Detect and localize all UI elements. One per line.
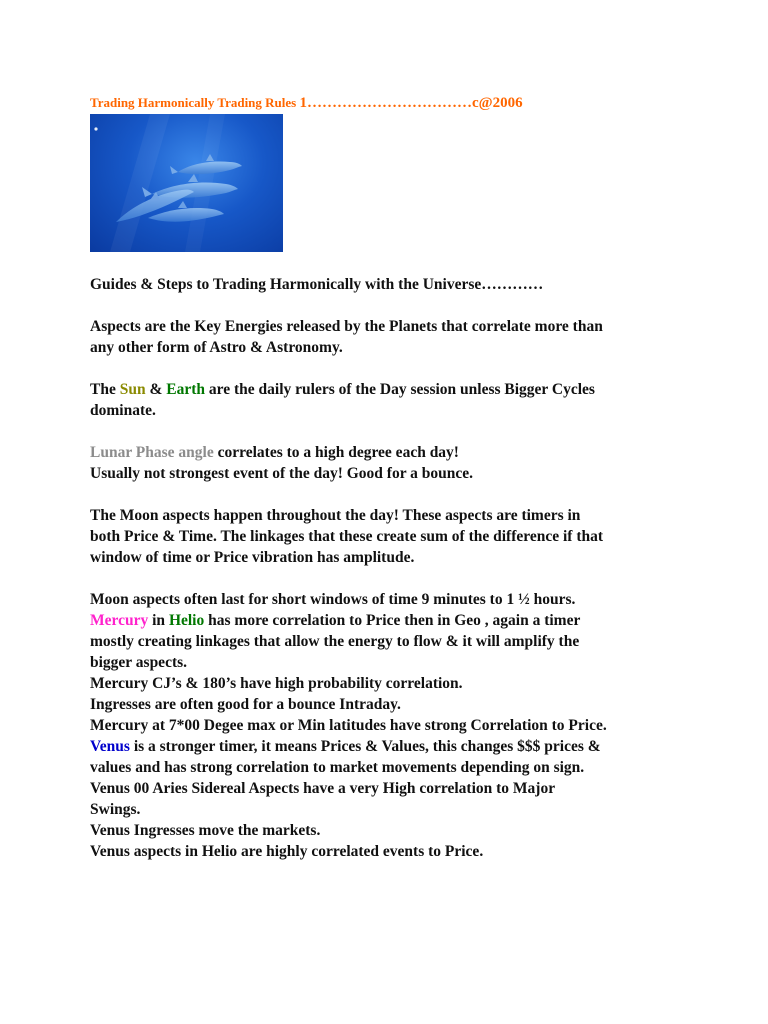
paragraph-guides [90,274,720,295]
text-fragment: The [90,381,120,398]
text-line: The Moon aspects happen throughout the day! These aspects are timers in [90,507,581,524]
text-line: dominate. [90,402,156,419]
sun-highlight: Sun [119,381,146,398]
text-line: Mercury CJ’s & 180’s have high probability correlation. [90,675,463,692]
paragraph-moon [90,505,720,568]
text-fragment: correlates to a high degree each day! [213,444,459,461]
text-line: Mercury at 7*00 Degee max or Min latitudes have strong Correlation to Price. [90,717,607,734]
venus-highlight: Venus [90,738,130,755]
paragraph-aspects [90,316,720,358]
text-line: Venus 00 Aries Sidereal Aspects have a very High correlation to Major [90,780,556,797]
paragraph-sun-earth [90,379,720,421]
text-line: window of time or Price vibration has amplitude. [90,549,415,566]
text-line: Ingresses are often good for a bounce Intraday. [90,696,401,713]
text-line: Venus aspects in Helio are highly correlated events to Price. [90,843,484,860]
text-line: any other form of Astro & Astronomy. [90,339,343,356]
text-line: Venus Ingresses move the markets. [90,822,321,839]
text-fragment: is a stronger timer, it means Prices & Values, this changes $$$ prices & [129,738,601,755]
text-line: Usually not strongest event of the day! Good for a bounce. [90,465,474,482]
text-fragment: in [148,612,169,629]
text-fragment: are the daily rulers of the Day session unless Bigger Cycles [205,381,595,398]
title-text: Trading Harmonically Trading Rules [90,95,300,110]
text-line: Guides & Steps to Trading Harmonically with the Universe………… [90,276,544,293]
document-body [90,274,720,862]
text-line: mostly creating linkages that allow the energy to flow & it will amplify the [90,633,580,650]
text-line: Aspects are the Key Energies released by the Planets that correlate more than [90,318,603,335]
text-line: values and has strong correlation to market movements depending on sign. [90,759,585,776]
mercury-highlight: Mercury [90,612,149,629]
text-line: both Price & Time. The linkages that these create sum of the difference if that [90,528,604,545]
text-line: bigger aspects. [90,654,188,671]
dolphins-illustration [90,114,283,252]
text-line [90,610,720,631]
title-suffix: 1……………………………c@2006 [299,95,523,111]
text-line [90,442,720,463]
helio-highlight: Helio [168,612,205,629]
paragraph-mercury-venus [90,589,720,862]
paragraph-lunar [90,442,720,484]
text-line: Moon aspects often last for short windows of time 9 minutes to 1 ½ hours. [90,591,576,608]
text-fragment: & [145,381,167,398]
dolphins-photo [90,114,283,252]
text-fragment: has more correlation to Price then in Geo , again a timer [204,612,581,629]
text-line [90,379,720,400]
lunar-phase-highlight: Lunar Phase angle [90,444,214,461]
document-title [90,92,720,114]
earth-highlight: Earth [166,381,206,398]
text-line: Swings. [90,801,141,818]
text-line [90,736,720,757]
document-page [90,92,720,883]
